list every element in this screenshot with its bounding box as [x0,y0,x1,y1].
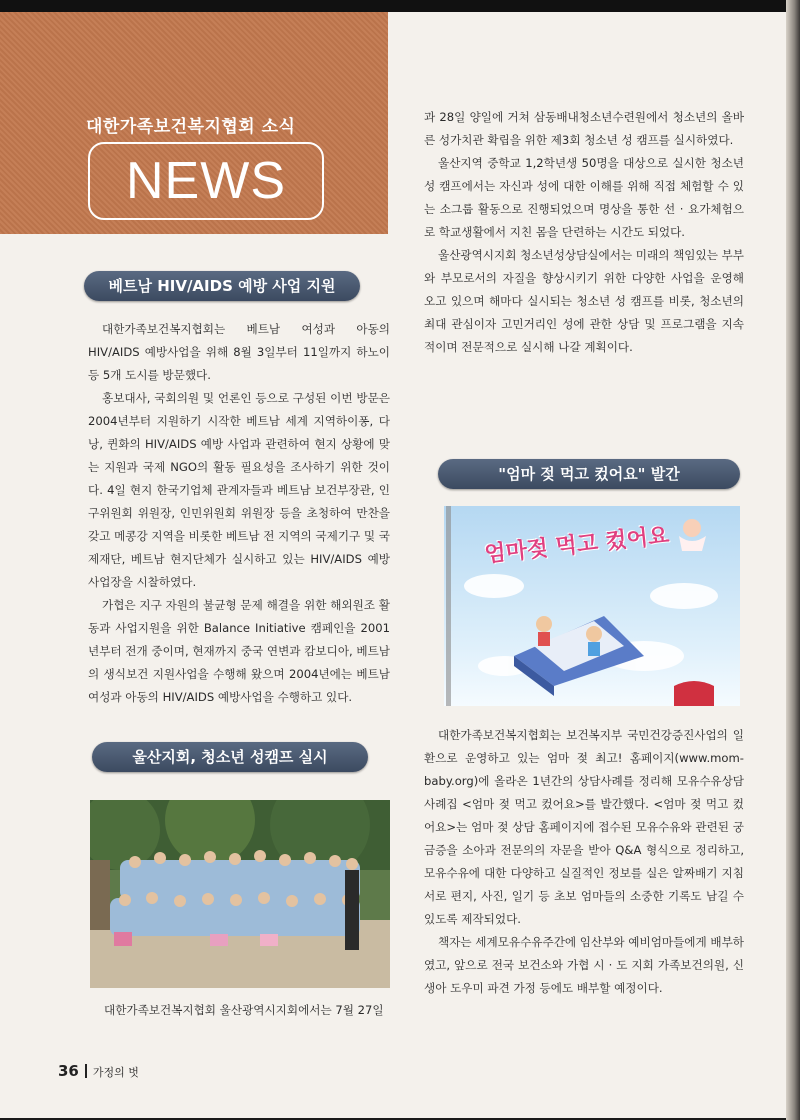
section-title-book: "엄마 젖 먹고 컸어요" 발간 [438,459,740,489]
ulsan-paragraph-2: 울산지역 중학교 1,2학년생 50명을 대상으로 실시한 청소년 성 캠프에서는 자신과 성에 대한 이해를 위해 직접 체험할 수 있는 소그룹 활동으로 진행되었으며 명상을 통한 선 · 요가체험으로 학교생활에서 지친 몸을 단련하는 시간도 되었다. [424,156,744,239]
photo-caption: 대한가족보건복지협회 울산광역시지회에서는 7월 27일 [104,1003,384,1017]
book-paragraph-2: 책자는 세계모유수유주간에 임산부와 예비엄마들에게 배부하였고, 앞으로 전국 보건소와 가협 시 · 도 지회 가족보건의원, 신생아 도우미 파견 가정 등에도 배부할 예정이다. [424,935,744,995]
vietnam-paragraph-2: 홍보대사, 국회의원 및 언론인 등으로 구성된 이번 방문은 2004년부터 지원하기 시작한 베트남 세계 지역하이퐁, 다낭, 퀸화의 HIV/AIDS 예방 사업과 관련하여 현지 상황에 맞는 지원과 국제 NGO의 활동 필요성을 조사하기 위한 것이다. 4일 현지 한국기업체 관계자들과 베트남 보건부장관, 인구위원회 위원장, 인민위원회 위원장 등을 초청하여 만찬을 갖고 메콩강 지역을 비롯한 베트남 전 지역의 국제기구 및 국제재단, 베트남 현지단체가 실시하고 있는 HIV/AIDS 예방 사업장을 시찰하였다. [88,391,390,589]
vietnam-article [88,318,390,709]
vietnam-paragraph-1: 대한가족보건복지협회는 베트남 여성과 아동의 HIV/AIDS 예방사업을 위해 8월 3일부터 11일까지 하노이 등 5개 도시를 방문했다. [88,322,390,382]
book-cover-title: 엄마젖 먹고 컸어요 [483,523,671,568]
page-footer [58,1062,139,1080]
book-cover-image [444,506,740,706]
book-article [424,724,744,1000]
page-number: 36 [58,1062,79,1080]
magazine-name: 가정의 벗 [92,1066,139,1079]
camp-group-photo [90,800,390,988]
camp-photo-illustration [90,800,390,988]
book-paragraph-1: 대한가족보건복지협회는 보건복지부 국민건강증진사업의 일환으로 운영하고 있는 엄마 젖 최고! 홈페이지(www.mom-baby.org)에 올라온 1년간의 상담사례를 정리해 모유수유상담 사례집 <엄마 젖 먹고 컸어요>를 발간했다. <엄마 젖 먹고 컸어요>는 엄마 젖 상담 홈페이지에 접수된 모유수유와 관련된 궁금증을 소아과 전문의의 자문을 받아 Q&A 형식으로 정리하고, 모유수유에 대한 다양하고 실질적인 정보를 실은 알짜배기 지침서로 편지, 사진, 일기 등 초보 엄마들의 소중한 기록도 남길 수 있도록 제작되었다. [424,728,744,926]
page-spine-edge [786,0,800,1120]
news-header [0,12,388,234]
section-title-ulsan: 울산지회, 청소년 성캠프 실시 [92,742,368,772]
ulsan-paragraph-1: 과 28일 양일에 거쳐 삼동배내청소년수련원에서 청소년의 올바른 성가치관 확립을 위한 제3회 청소년 성 캠프를 실시하였다. [424,110,744,147]
vietnam-paragraph-3: 가협은 지구 자원의 불균형 문제 해결을 위한 해외원조 활동과 사업지원을 위한 Balance Initiative 캠페인을 2001년부터 전개 중이며, 현재까지 중국 연변과 캄보디아, 베트남의 생식보건 지원사업을 수행해 왔으며 2004년에는 베트남 여성과 아동의 HIV/AIDS 예방사업을 수행하고 있다. [88,598,390,704]
magazine-page [0,12,786,1118]
news-logo-text: NEWS [126,152,286,210]
header-org-title: 대한가족보건복지협회 소식 [86,117,296,137]
footer-divider [85,1064,87,1078]
top-edge [0,0,800,12]
ulsan-paragraph-3: 울산광역시지회 청소년성상담실에서는 미래의 책임있는 부부와 부모로서의 자질을 향상시키기 위한 다양한 사업을 운영해 오고 있으며 해마다 실시되는 청소년 성 캠프를 비롯, 청소년의 최대 관심이자 고민거리인 성에 관한 상담 및 프로그램을 지속적이며 전문적으로 실시해 나갈 계획이다. [424,248,744,354]
news-logo-box [88,142,324,220]
section-title-vietnam: 베트남 HIV/AIDS 예방 사업 지원 [84,271,360,301]
ulsan-article [424,106,744,359]
